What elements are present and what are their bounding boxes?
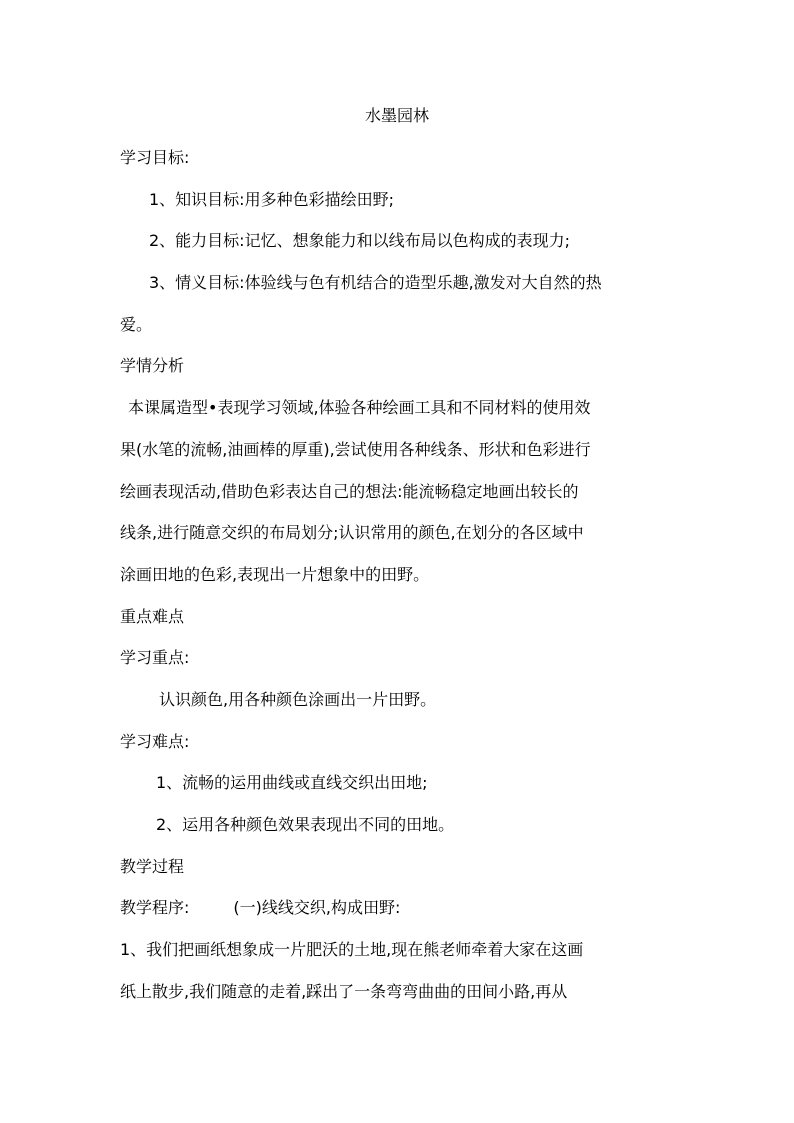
analysis-line: 果(水笔的流畅,油画棒的厚重),尝试使用各种线条、形状和色彩进行 xyxy=(120,439,591,459)
difficulty-item: 1、流畅的运用曲线或直线交织出田地; xyxy=(156,773,428,793)
process-paragraph-line: 纸上散步,我们随意的走着,踩出了一条弯弯曲曲的田间小路,再从 xyxy=(120,981,568,1001)
document-body xyxy=(120,146,680,1021)
process-paragraph-line: 1、我们把画纸想象成一片肥沃的土地,现在熊老师牵着大家在这画 xyxy=(120,940,584,960)
analysis-line: 绘画表现活动,借助色彩表达自己的想法:能流畅稳定地画出较长的 xyxy=(120,481,579,501)
goal-emotion: 3、情义目标:体验线与色有机结合的造型乐趣,激发对大自然的热 xyxy=(149,273,602,293)
procedure-label: 教学程序: xyxy=(120,898,190,918)
process-heading: 教学过程 xyxy=(120,856,185,876)
analysis-line: 本课属造型•表现学习领域,体验各种绘画工具和不同材料的使用效 xyxy=(128,398,591,418)
goal-ability: 2、能力目标:记忆、想象能力和以线布局以色构成的表现力; xyxy=(149,231,570,251)
analysis-line: 涂画田地的色彩,表现出一片想象中的田野。 xyxy=(120,564,430,584)
page-title: 水墨园林 xyxy=(364,106,429,125)
goals-heading: 学习目标: xyxy=(120,148,190,167)
focus-item: 认识颜色,用各种颜色涂画出一片田野。 xyxy=(159,689,437,709)
analysis-line: 线条,进行随意交织的布局划分;认识常用的颜色,在划分的各区域中 xyxy=(120,523,584,543)
procedure-step: (一)线线交织,构成田野: xyxy=(233,898,401,918)
procedure-line xyxy=(120,896,680,938)
key-points-heading: 重点难点 xyxy=(120,606,185,626)
goal-knowledge: 1、知识目标:用多种色彩描绘田野; xyxy=(149,189,394,209)
focus-heading: 学习重点: xyxy=(120,648,190,668)
analysis-heading: 学情分析 xyxy=(120,356,185,376)
difficulty-item: 2、运用各种颜色效果表现出不同的田地。 xyxy=(156,815,455,834)
difficulty-heading: 学习难点: xyxy=(120,731,190,751)
goal-emotion-continued: 爱。 xyxy=(120,314,153,334)
